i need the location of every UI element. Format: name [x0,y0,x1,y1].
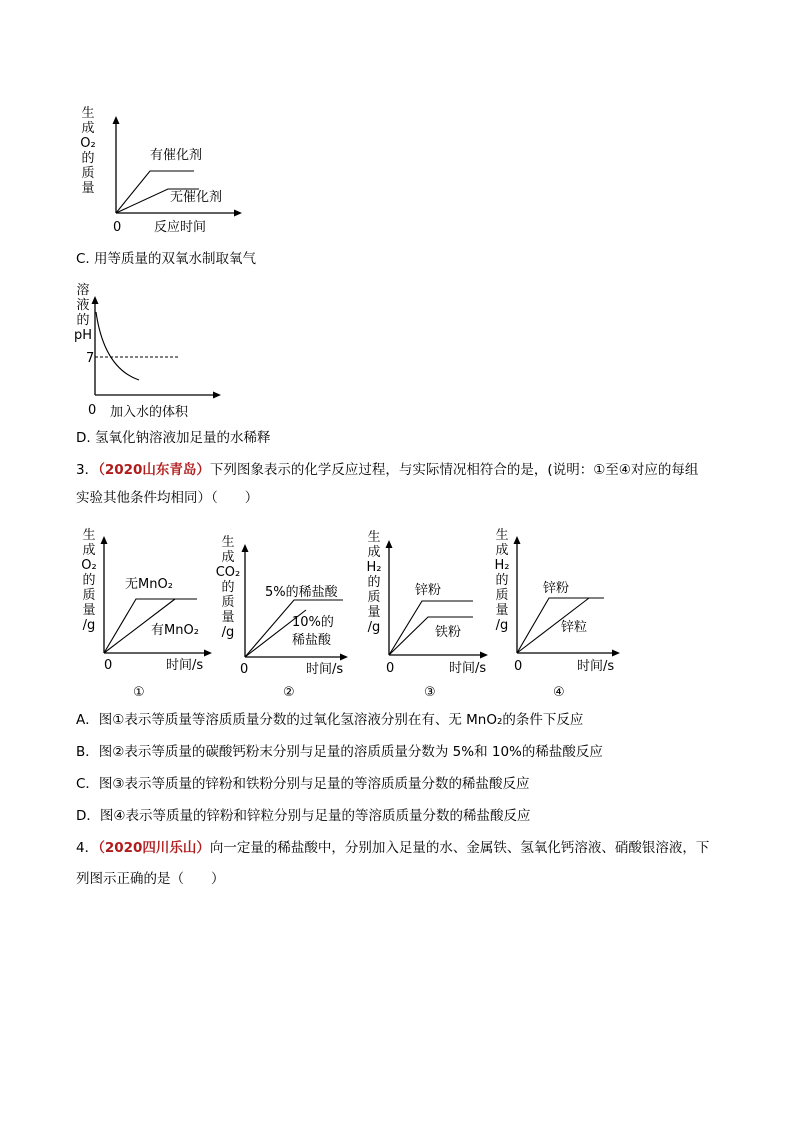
q4-text-line1: 向一定量的稀盐酸中，分别加入足量的水、金属铁、氢氧化钙溶液、硝酸银溶液，下 [209,840,710,856]
q3-g3-origin: 0 [386,661,395,676]
q3-graph-1-y-label: 生 成 O₂ 的 质 量 /g [81,528,97,633]
q3-g2-series-1: 5%的稀盐酸 [265,585,338,600]
q4-source: （2020四川乐山） [98,840,210,856]
q3-g4-series-2: 锌粒 [561,620,588,635]
q3-g2-x-label: 时间/s [306,662,344,677]
q3-option-c: C．图③表示等质量的锌粉和铁粉分别与足量的等溶质质量分数的稀盐酸反应 [76,776,530,792]
q3-g1-series-2: 有MnO₂ [151,623,199,638]
q3-g1-origin: 0 [104,658,113,673]
q3-text-line2: 实验其他条件均相同）（ ） [76,490,259,506]
q3-number: 3． [76,462,99,478]
q3-g2-series-2-line1: 10%的 [292,615,334,630]
chart-c-origin: 0 [113,220,122,235]
chart-d-y-label: 溶 液 的 pH [73,283,93,343]
chart-c-series-no-catalyst: 无催化剂 [170,190,223,205]
chart-d-tick-7: 7 [86,351,95,366]
q3-g4-series-1: 锌粉 [543,581,570,596]
q3-source: （2020山东青岛） [98,462,210,478]
q3-g4-y-arrow [514,536,521,544]
q3-g4-x-label: 时间/s [577,659,615,674]
q3-option-a: A．图①表示等质量等溶质质量分数的过氧化氢溶液分别在有、无 MnO₂的条件下反应 [76,712,584,728]
q3-g2-origin: 0 [240,662,249,677]
q3-g3-series-1: 锌粉 [415,583,442,598]
q4-line1 [76,839,709,857]
q4-text-line2: 列图示正确的是（ ） [76,871,225,887]
option-d: D. 氢氧化钠溶液加足量的水稀释 [76,430,271,446]
q3-graph-3-y-label: 生 成 H₂ 的 质 量 /g [366,530,382,635]
q3-g4-origin: 0 [514,659,523,674]
chart-d-x-label: 加入水的体积 [110,405,189,420]
q4-number: 4． [76,840,99,856]
chart-c-y-label: 生 成 O₂ 的 质 量 [80,106,96,196]
q3-g1-caption: ① [133,685,145,700]
q3-g3-caption: ③ [424,685,436,700]
chart-c-series-catalyst: 有催化剂 [150,148,203,163]
q3-g2-series-2-line2: 稀盐酸 [292,633,332,648]
chart-c-x-label: 反应时间 [154,220,207,235]
q3-graph-2-y-label: 生 成 CO₂ 的 质 量 /g [215,535,241,640]
q3-option-d: D．图④表示等质量的锌粉和锌粒分别与足量的等溶质质量分数的稀盐酸反应 [76,808,531,824]
chart-d-origin: 0 [88,403,97,418]
q3-graph-4-y-label: 生 成 H₂ 的 质 量 /g [494,528,510,633]
q3-g3-x-label: 时间/s [449,661,487,676]
q3-g4-caption: ④ [553,685,565,700]
q3-g4-x-arrow [612,650,620,657]
q3-g1-x-label: 时间/s [166,658,204,673]
option-c: C. 用等质量的双氧水制取氧气 [76,251,257,267]
q3-g2-caption: ② [283,685,295,700]
q3-option-b: B．图②表示等质量的碳酸钙粉末分别与足量的溶质质量分数为 5%和 10%的稀盐酸反应 [76,744,603,760]
q3-g3-series-2: 铁粉 [435,625,462,640]
q3-g1-series-1: 无MnO₂ [125,577,173,592]
q3-text-line1: 下列图象表示的化学反应过程，与实际情况相符合的是，(说明：①至④对应的每组 [209,462,699,478]
